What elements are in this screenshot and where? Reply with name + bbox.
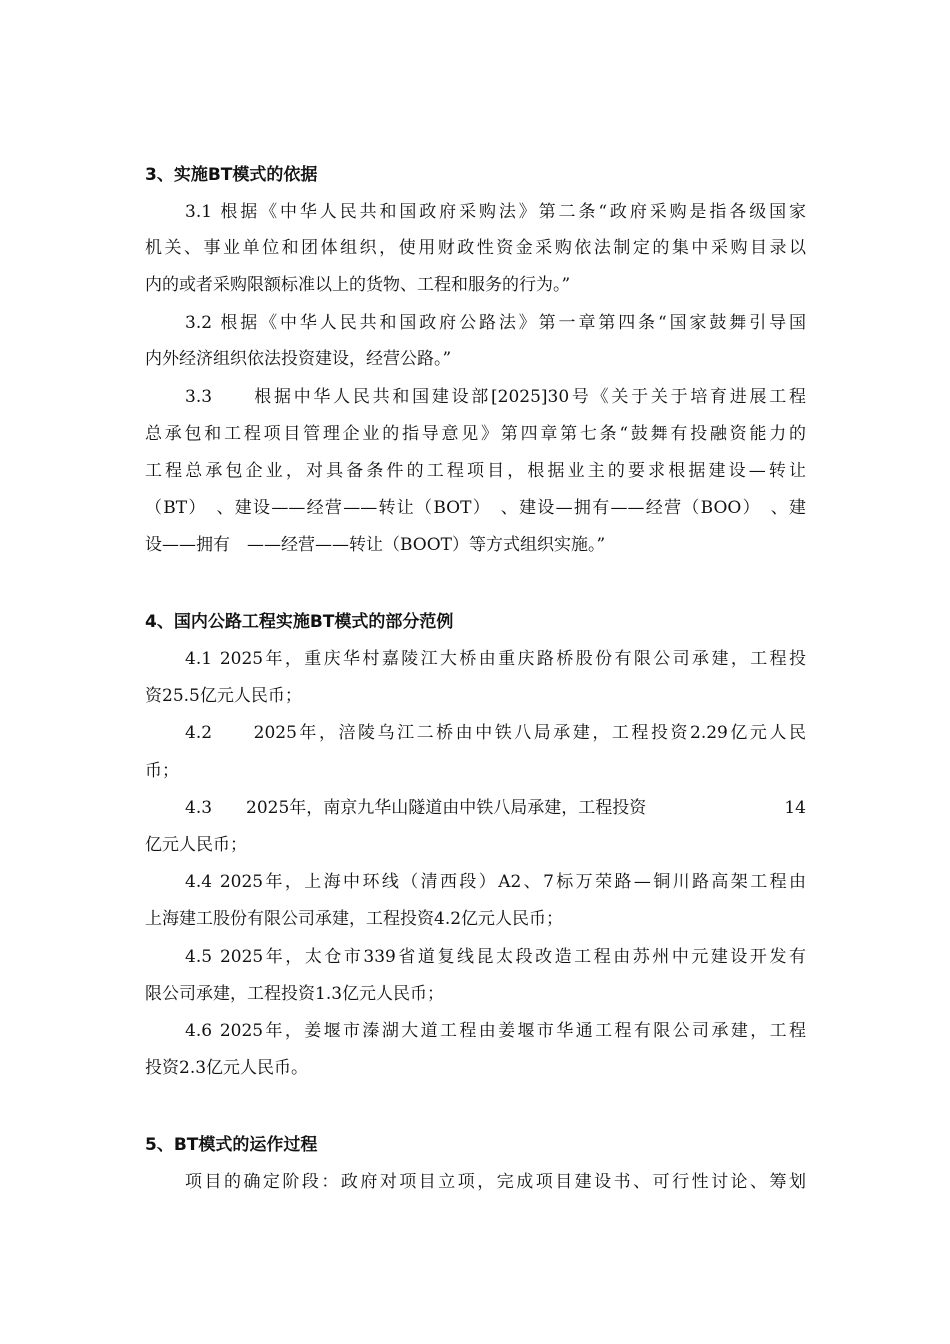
paragraph-line: 总承包和工程项目管理企业的指导意见》第四章第七条“鼓舞有投融资能力的 — [145, 424, 806, 444]
paragraph-line: 资25.5亿元人民币； — [145, 686, 302, 706]
paragraph-line: 内的或者采购限额标准以上的货物、工程和服务的行为。” — [145, 275, 571, 295]
paragraph-line: 4.6 2025年，姜堰市溱湖大道工程由姜堰市华通工程有限公司承建，工程 — [185, 1021, 806, 1041]
paragraph-line: 4.2 2025年，涪陵乌江二桥由中铁八局承建，工程投资2.29亿元人民 — [185, 723, 806, 743]
paragraph-line: 工程总承包企业，对具备条件的工程项目，根据业主的要求根据建设—转让 — [145, 461, 806, 481]
paragraph-line: 4.4 2025年，上海中环线（清西段）A2、7标万荣路—铜川路高架工程由 — [185, 872, 806, 892]
paragraph-line: 投资2.3亿元人民币。 — [145, 1058, 309, 1078]
section-3-heading: 3、实施BT模式的依据 — [145, 165, 318, 185]
paragraph-line: 上海建工股份有限公司承建，工程投资4.2亿元人民币； — [145, 909, 564, 929]
paragraph-line: 项目的确定阶段：政府对项目立项，完成项目建设书、可行性讨论、筹划 — [185, 1172, 806, 1192]
paragraph-line: 3.2 根据《中华人民共和国政府公路法》第一章第四条“国家鼓舞引导国 — [185, 313, 806, 333]
paragraph-line: 内外经济组织依法投资建设，经营公路。” — [145, 349, 452, 369]
paragraph-line: 限公司承建，工程投资1.3亿元人民币； — [145, 984, 445, 1004]
paragraph-line: 4.1 2025年，重庆华村嘉陵江大桥由重庆路桥股份有限公司承建，工程投 — [185, 649, 806, 669]
section-5-heading: 5、BT模式的运作过程 — [145, 1135, 318, 1155]
paragraph-line: 设——拥有 ——经营——转让（BOOT）等方式组织实施。” — [145, 535, 606, 555]
paragraph-line: 币； — [145, 761, 179, 781]
paragraph-line: （BT） 、建设——经营——转让（BOT） 、建设—拥有——经营（BOO） 、建 — [145, 498, 806, 518]
section-4-heading: 4、国内公路工程实施BT模式的部分范例 — [145, 612, 454, 632]
paragraph-line: 亿元人民币； — [145, 835, 247, 855]
paragraph-line: 机关、事业单位和团体组织，使用财政性资金采购依法制定的集中采购目录以 — [145, 238, 806, 258]
paragraph-line-fragment: 14 — [784, 798, 806, 818]
paragraph-line: 4.5 2025年，太仓市339省道复线昆太段改造工程由苏州中元建设开发有 — [185, 947, 806, 967]
paragraph-line: 4.3 2025年，南京九华山隧道由中铁八局承建，工程投资 — [185, 798, 647, 818]
paragraph-line: 3.1 根据《中华人民共和国政府采购法》第二条“政府采购是指各级国家 — [185, 202, 806, 222]
paragraph-line: 3.3 根据中华人民共和国建设部[2025]30号《关于关于培育进展工程 — [185, 387, 806, 407]
